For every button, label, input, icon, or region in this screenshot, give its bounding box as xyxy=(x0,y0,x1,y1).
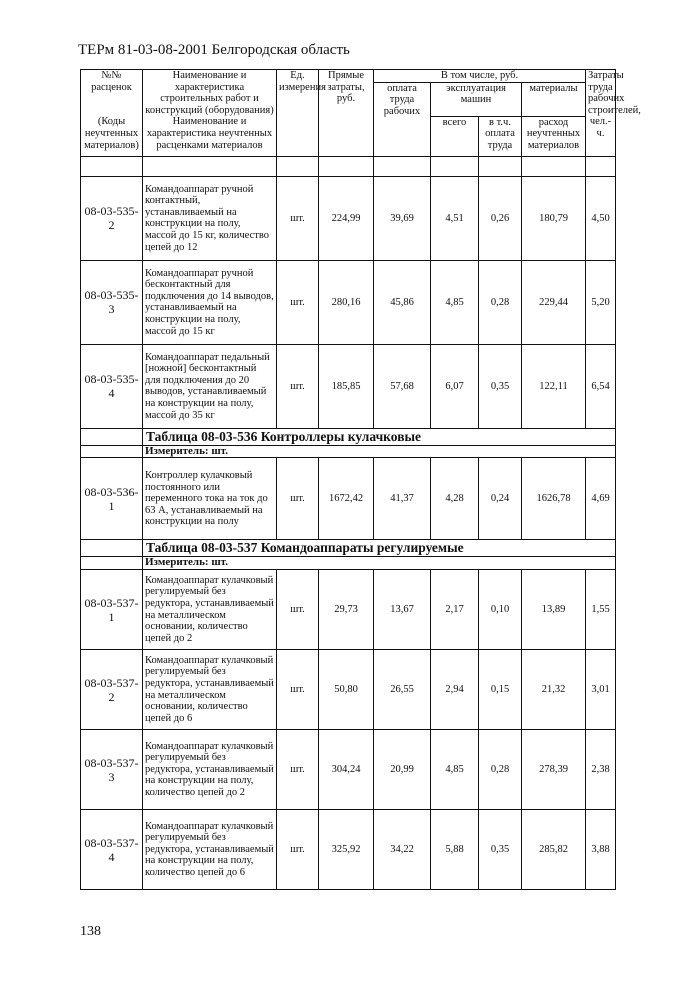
labor-pay-cell: 34,22 xyxy=(374,810,431,890)
table-title: Таблица 08-03-537 Командоаппараты регулируемые xyxy=(143,540,616,557)
unit-cell: шт. xyxy=(277,344,319,428)
spacer-cell xyxy=(522,156,586,176)
labor-pay-cell: 13,67 xyxy=(374,570,431,650)
unit-cell: шт. xyxy=(277,176,319,260)
direct-cost-cell: 29,73 xyxy=(319,570,374,650)
machines-pay-cell: 0,35 xyxy=(479,810,522,890)
labor-cost-cell: 3,01 xyxy=(586,650,616,730)
spacer-cell xyxy=(374,156,431,176)
spacer-cell xyxy=(81,156,143,176)
machines-pay-cell: 0,10 xyxy=(479,570,522,650)
labor-cost-cell: 1,55 xyxy=(586,570,616,650)
table-row xyxy=(81,570,616,650)
table-row xyxy=(81,458,616,540)
meter-label: Измеритель: шт. xyxy=(143,557,616,570)
materials-cell: 1626,78 xyxy=(522,458,586,540)
rate-code: 08-03-535-3 xyxy=(81,260,143,344)
machines-cell: 6,07 xyxy=(431,344,479,428)
header-machines-total: всего xyxy=(431,116,479,156)
direct-cost-cell: 304,24 xyxy=(319,730,374,810)
table-row xyxy=(81,650,616,730)
labor-cost-cell: 5,20 xyxy=(586,260,616,344)
direct-cost-cell: 1672,42 xyxy=(319,458,374,540)
machines-cell: 2,94 xyxy=(431,650,479,730)
rate-code: 08-03-537-2 xyxy=(81,650,143,730)
page-number: 138 xyxy=(80,924,101,939)
header-machines-pay: в т.ч. оплата труда xyxy=(479,116,522,156)
header-unit: Ед. измерения xyxy=(277,70,319,157)
work-name: Командоаппарат кулачковый регулируемый без редуктора, устанавливаемый на конструкции на полу, количество цепей до 6 xyxy=(143,810,277,890)
materials-cell: 122,11 xyxy=(522,344,586,428)
unit-cell: шт. xyxy=(277,810,319,890)
machines-cell: 4,28 xyxy=(431,458,479,540)
machines-pay-cell: 0,28 xyxy=(479,730,522,810)
labor-cost-cell: 3,88 xyxy=(586,810,616,890)
rate-code: 08-03-536-1 xyxy=(81,458,143,540)
machines-cell: 5,88 xyxy=(431,810,479,890)
table-row xyxy=(81,344,616,428)
unit-cell: шт. xyxy=(277,570,319,650)
table-row xyxy=(81,810,616,890)
labor-pay-cell: 45,86 xyxy=(374,260,431,344)
table-title-row xyxy=(81,428,616,445)
table-row xyxy=(81,260,616,344)
table-row xyxy=(81,730,616,810)
header-name-alt: Наименование и характеристика неучтенных расценками материалов xyxy=(143,116,277,156)
materials-cell: 13,89 xyxy=(522,570,586,650)
table-title-row xyxy=(81,540,616,557)
materials-cell: 180,79 xyxy=(522,176,586,260)
header-materials-alt: расход неучтенных материалов xyxy=(522,116,586,156)
direct-cost-cell: 280,16 xyxy=(319,260,374,344)
header-direct: Прямые затраты, руб. xyxy=(319,70,374,157)
spacer-cell xyxy=(431,156,479,176)
machines-cell: 4,85 xyxy=(431,730,479,810)
table-title: Таблица 08-03-536 Контроллеры кулачковые xyxy=(143,428,616,445)
rate-code: 08-03-535-2 xyxy=(81,176,143,260)
machines-cell: 4,85 xyxy=(431,260,479,344)
rate-code: 08-03-537-3 xyxy=(81,730,143,810)
header-machines: эксплуатация машин xyxy=(431,82,522,116)
work-name: Командоаппарат кулачковый регулируемый без редуктора, устанавливаемый на металлическом основании, количество цепей до 6 xyxy=(143,650,277,730)
machines-pay-cell: 0,26 xyxy=(479,176,522,260)
unit-cell: шт. xyxy=(277,650,319,730)
machines-pay-cell: 0,28 xyxy=(479,260,522,344)
materials-cell: 278,39 xyxy=(522,730,586,810)
table-row xyxy=(81,176,616,260)
header-labor: Затраты труда рабочих строителей, чел.-ч. xyxy=(586,70,616,157)
direct-cost-cell: 50,80 xyxy=(319,650,374,730)
direct-cost-cell: 224,99 xyxy=(319,176,374,260)
rates-table xyxy=(80,69,641,890)
labor-cost-cell: 4,50 xyxy=(586,176,616,260)
unit-cell: шт. xyxy=(277,730,319,810)
labor-cost-cell: 2,38 xyxy=(586,730,616,810)
meter-spacer xyxy=(81,445,143,458)
machines-cell: 2,17 xyxy=(431,570,479,650)
machines-pay-cell: 0,24 xyxy=(479,458,522,540)
spacer-cell xyxy=(586,156,616,176)
unit-cell: шт. xyxy=(277,458,319,540)
meter-label: Измеритель: шт. xyxy=(143,445,616,458)
direct-cost-cell: 325,92 xyxy=(319,810,374,890)
labor-cost-cell: 6,54 xyxy=(586,344,616,428)
labor-pay-cell: 39,69 xyxy=(374,176,431,260)
title-spacer xyxy=(81,540,143,557)
meter-row xyxy=(81,557,616,570)
unit-cell: шт. xyxy=(277,260,319,344)
machines-pay-cell: 0,15 xyxy=(479,650,522,730)
header-code-alt: (Коды неучтенных материалов) xyxy=(81,116,143,156)
page-header: ТЕРм 81-03-08-2001 Белгородская область xyxy=(78,42,350,58)
meter-spacer xyxy=(81,557,143,570)
meter-row xyxy=(81,445,616,458)
header-name: Наименование и характеристика строительных работ и конструкций (оборудования) xyxy=(143,70,277,117)
materials-cell: 21,32 xyxy=(522,650,586,730)
work-name: Командоаппарат педальный [ножной] бесконтактный для подключения до 20 выводов, устанавливаемый на конструкции на полу, массой до 35 кг xyxy=(143,344,277,428)
labor-cost-cell: 4,69 xyxy=(586,458,616,540)
spacer-cell xyxy=(319,156,374,176)
work-name: Командоаппарат кулачковый регулируемый без редуктора, устанавливаемый на металлическом основании, количество цепей до 2 xyxy=(143,570,277,650)
rate-code: 08-03-537-1 xyxy=(81,570,143,650)
header-labor-pay: оплата труда рабочих xyxy=(374,82,431,156)
machines-cell: 4,51 xyxy=(431,176,479,260)
header-code: №№ расценок xyxy=(81,70,143,117)
materials-cell: 285,82 xyxy=(522,810,586,890)
rate-code: 08-03-537-4 xyxy=(81,810,143,890)
header-materials: материалы xyxy=(522,82,586,116)
header-including: В том числе, руб. xyxy=(374,70,586,83)
machines-pay-cell: 0,35 xyxy=(479,344,522,428)
materials-cell: 229,44 xyxy=(522,260,586,344)
title-spacer xyxy=(81,428,143,445)
spacer-cell xyxy=(277,156,319,176)
direct-cost-cell: 185,85 xyxy=(319,344,374,428)
work-name: Командоаппарат кулачковый регулируемый без редуктора, устанавливаемый на конструкции на полу, количество цепей до 2 xyxy=(143,730,277,810)
labor-pay-cell: 41,37 xyxy=(374,458,431,540)
rate-code: 08-03-535-4 xyxy=(81,344,143,428)
spacer-cell xyxy=(479,156,522,176)
work-name: Командоаппарат ручной контактный, устанавливаемый на конструкции на полу, массой до 15 кг, количество цепей до 12 xyxy=(143,176,277,260)
work-name: Контроллер кулачковый постоянного или переменного тока на ток до 63 А, устанавливаемый на конструкции на полу xyxy=(143,458,277,540)
labor-pay-cell: 57,68 xyxy=(374,344,431,428)
work-name: Командоаппарат ручной бесконтактный для подключения до 14 выводов, устанавливаемый на конструкции на полу, массой до 15 кг xyxy=(143,260,277,344)
spacer-cell xyxy=(143,156,277,176)
labor-pay-cell: 26,55 xyxy=(374,650,431,730)
labor-pay-cell: 20,99 xyxy=(374,730,431,810)
